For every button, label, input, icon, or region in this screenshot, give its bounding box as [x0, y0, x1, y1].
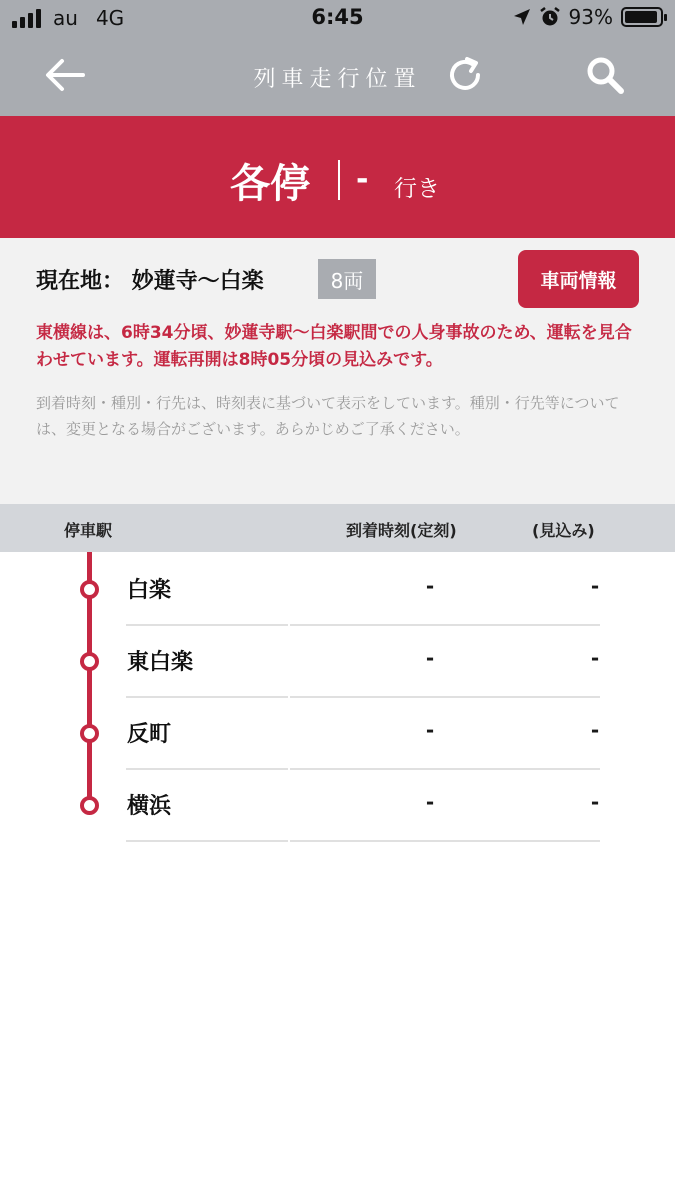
- service-alert: 東横線は、6時34分頃、妙蓮寺駅〜白楽駅間での人身事故のため、運転を見合わせています。運転再開は8時05分頃の見込みです。: [36, 323, 632, 370]
- header-expected: (見込み): [532, 521, 595, 540]
- station-name: 白楽: [127, 578, 172, 603]
- destination-suffix: 行き: [394, 176, 440, 202]
- station-name: 東白楽: [127, 650, 194, 675]
- table-row: [0, 552, 675, 624]
- carrier-label: au: [53, 6, 78, 30]
- info-panel: [0, 238, 675, 504]
- car-info-button[interactable]: 車両情報: [518, 250, 639, 308]
- current-location: 現在地： 妙蓮寺〜白楽: [36, 269, 264, 294]
- battery-icon: [621, 7, 663, 27]
- table-row: [0, 696, 675, 768]
- stop-marker-icon: [80, 724, 99, 743]
- nav-bar: [0, 36, 675, 116]
- status-bar: [0, 0, 675, 36]
- stop-marker-icon: [80, 652, 99, 671]
- alarm-icon: [539, 6, 561, 28]
- stop-marker-icon: [80, 580, 99, 599]
- station-name: 反町: [127, 722, 172, 747]
- page-title: 列車走行位置: [253, 67, 422, 92]
- header-scheduled: 到着時刻(定刻): [346, 521, 457, 540]
- expected-time: -: [590, 790, 600, 814]
- battery-level: [625, 11, 657, 23]
- timetable-notice: 到着時刻・種別・行先は、時刻表に基づいて表示をしています。種別・行先等については、変更となる場合がございます。あらかじめご了承ください。: [36, 394, 620, 438]
- search-button[interactable]: [580, 50, 630, 100]
- status-time: 6:45: [311, 5, 364, 29]
- station-name: 横浜: [127, 794, 172, 819]
- scheduled-time: -: [425, 646, 435, 670]
- expected-time: -: [590, 718, 600, 742]
- cars-badge: 8両: [318, 259, 376, 299]
- expected-time: -: [590, 646, 600, 670]
- battery-percent: 93%: [568, 5, 613, 29]
- network-label: 4G: [95, 6, 125, 30]
- refresh-icon: [445, 55, 485, 95]
- stop-marker-icon: [80, 796, 99, 815]
- refresh-button[interactable]: [440, 50, 490, 100]
- scheduled-time: -: [425, 718, 435, 742]
- scheduled-time: -: [425, 574, 435, 598]
- status-right: [513, 5, 663, 29]
- table-header: [0, 504, 675, 552]
- expected-time: -: [590, 574, 600, 598]
- table-row: [0, 624, 675, 696]
- train-banner: [0, 116, 675, 238]
- banner-divider: [338, 160, 340, 200]
- train-destination: -: [356, 162, 369, 197]
- table-row: [0, 768, 675, 840]
- row-divider: [126, 840, 600, 842]
- location-arrow-icon: [513, 8, 531, 26]
- header-station: 停車駅: [64, 521, 113, 540]
- scheduled-time: -: [425, 790, 435, 814]
- search-icon: [585, 55, 625, 95]
- train-type: 各停: [230, 161, 310, 207]
